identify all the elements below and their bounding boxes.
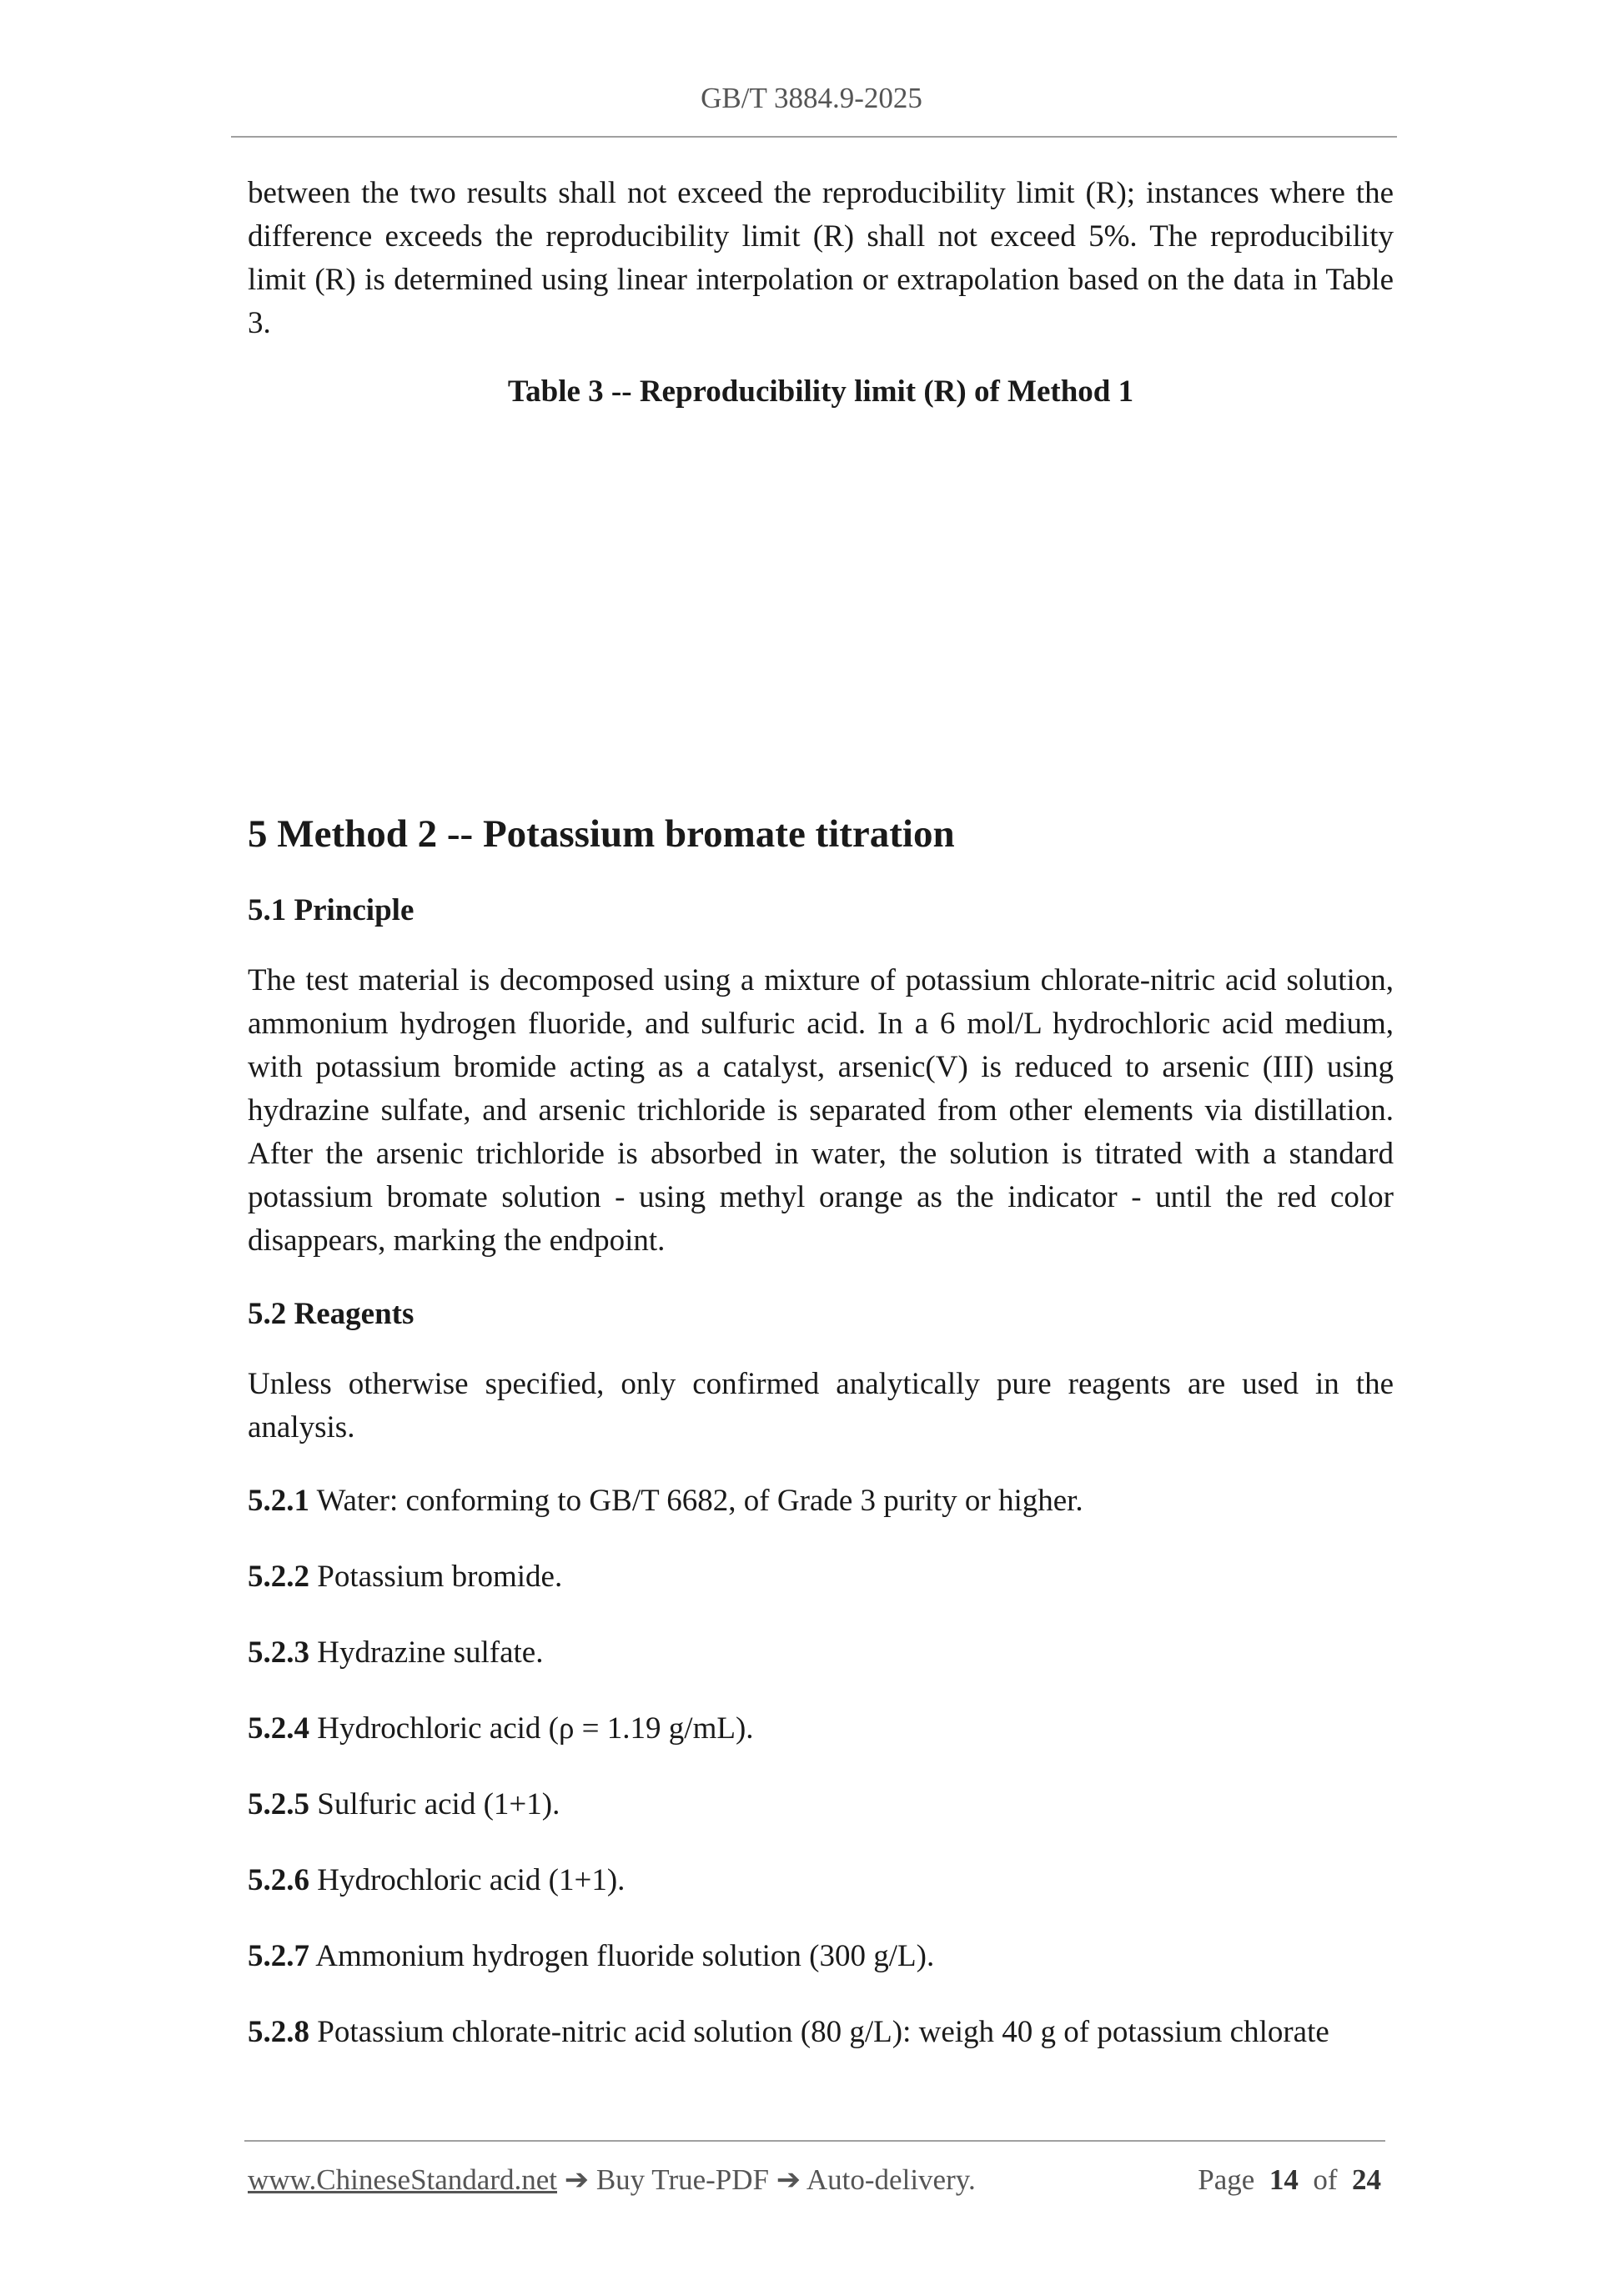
- reagent-item: [248, 1707, 1394, 1751]
- reagent-number: 5.2.8: [248, 2015, 309, 2049]
- table-caption: Table 3 -- Reproducibility limit (R) of Method 1: [507, 374, 1134, 409]
- page-of-label: of: [1313, 2163, 1338, 2196]
- arrow-icon: ➔: [564, 2163, 590, 2196]
- reagent-text: Hydrochloric acid (ρ = 1.19 g/mL).: [317, 1711, 754, 1746]
- reagent-item: [248, 1631, 1394, 1675]
- buy-true-pdf-text: Buy True-PDF: [595, 2163, 769, 2196]
- page-content: [248, 172, 1394, 2087]
- principle-paragraph: The test material is decomposed using a mixture of potassium chlorate-nitric acid solution, ammonium hydrogen fluoride, and sulfuric acid. In a 6 mol/L hydrochloric acid medium, with potassium bromide acting as a catalyst, arsenic(V) is reduced to arsenic (III) using hydrazine sulfate, and arsenic trichloride is separated from other elements via distillation. After the arsenic trichloride is absorbed in water, the solution is titrated with a standard potassium bromate solution - using methyl orange as the indicator - until the red color disappears, marking the endpoint.: [248, 963, 1394, 1258]
- reagent-text: Ammonium hydrogen fluoride solution (300 g/L).: [315, 1939, 935, 1973]
- reagent-text: Sulfuric acid (1+1).: [317, 1787, 560, 1821]
- reagent-item: [248, 1935, 1394, 1978]
- page-current: 14: [1269, 2163, 1299, 2196]
- website-link[interactable]: www.ChineseStandard.net: [248, 2163, 557, 2196]
- page-number: [1198, 2163, 1381, 2197]
- table-placeholder-area: [248, 414, 1394, 809]
- reagent-number: 5.2.5: [248, 1787, 309, 1821]
- reagent-number: 5.2.1: [248, 1484, 309, 1518]
- page-header-title: GB/T 3884.9-2025: [701, 82, 922, 114]
- reagent-item: [248, 1480, 1394, 1523]
- reagent-number: 5.2.7: [248, 1939, 309, 1973]
- page-label: Page: [1198, 2163, 1255, 2196]
- reagent-item: [248, 2011, 1394, 2054]
- principle-heading: 5.1 Principle: [248, 893, 415, 927]
- page-total: 24: [1352, 2163, 1381, 2196]
- arrow-icon: ➔: [776, 2163, 801, 2196]
- footer-divider: [244, 2140, 1385, 2142]
- reagents-heading: 5.2 Reagents: [248, 1297, 415, 1331]
- reagent-item: [248, 1859, 1394, 1902]
- auto-delivery-text: Auto-delivery.: [806, 2163, 976, 2196]
- reagent-text: Water: conforming to GB/T 6682, of Grade 3 purity or higher.: [316, 1484, 1083, 1518]
- reagents-intro-paragraph: Unless otherwise specified, only confirmed analytically pure reagents are used in the analysis.: [248, 1367, 1394, 1444]
- reagent-text: Potassium bromide.: [317, 1560, 563, 1594]
- reagent-number: 5.2.6: [248, 1863, 309, 1897]
- reagent-text: Potassium chlorate-nitric acid solution (80 g/L): weigh 40 g of potassium chlorate: [317, 2015, 1329, 2049]
- section-heading: 5 Method 2 -- Potassium bromate titration: [248, 812, 955, 856]
- reagent-item: [248, 1555, 1394, 1599]
- footer-links: [248, 2163, 976, 2197]
- reagent-number: 5.2.2: [248, 1560, 309, 1594]
- reagent-number: 5.2.4: [248, 1711, 309, 1746]
- header-divider: [231, 136, 1397, 138]
- reagent-number: 5.2.3: [248, 1635, 309, 1670]
- reagent-item: [248, 1783, 1394, 1826]
- intro-paragraph: between the two results shall not exceed the reproducibility limit (R); instances where the difference exceeds the reproducibility limit (R) shall not exceed 5%. The reproducibility limit (R) is determined using linear interpolation or extrapolation based on the data in Table 3.: [248, 176, 1394, 340]
- reagent-text: Hydrazine sulfate.: [317, 1635, 544, 1670]
- reagent-text: Hydrochloric acid (1+1).: [317, 1863, 626, 1897]
